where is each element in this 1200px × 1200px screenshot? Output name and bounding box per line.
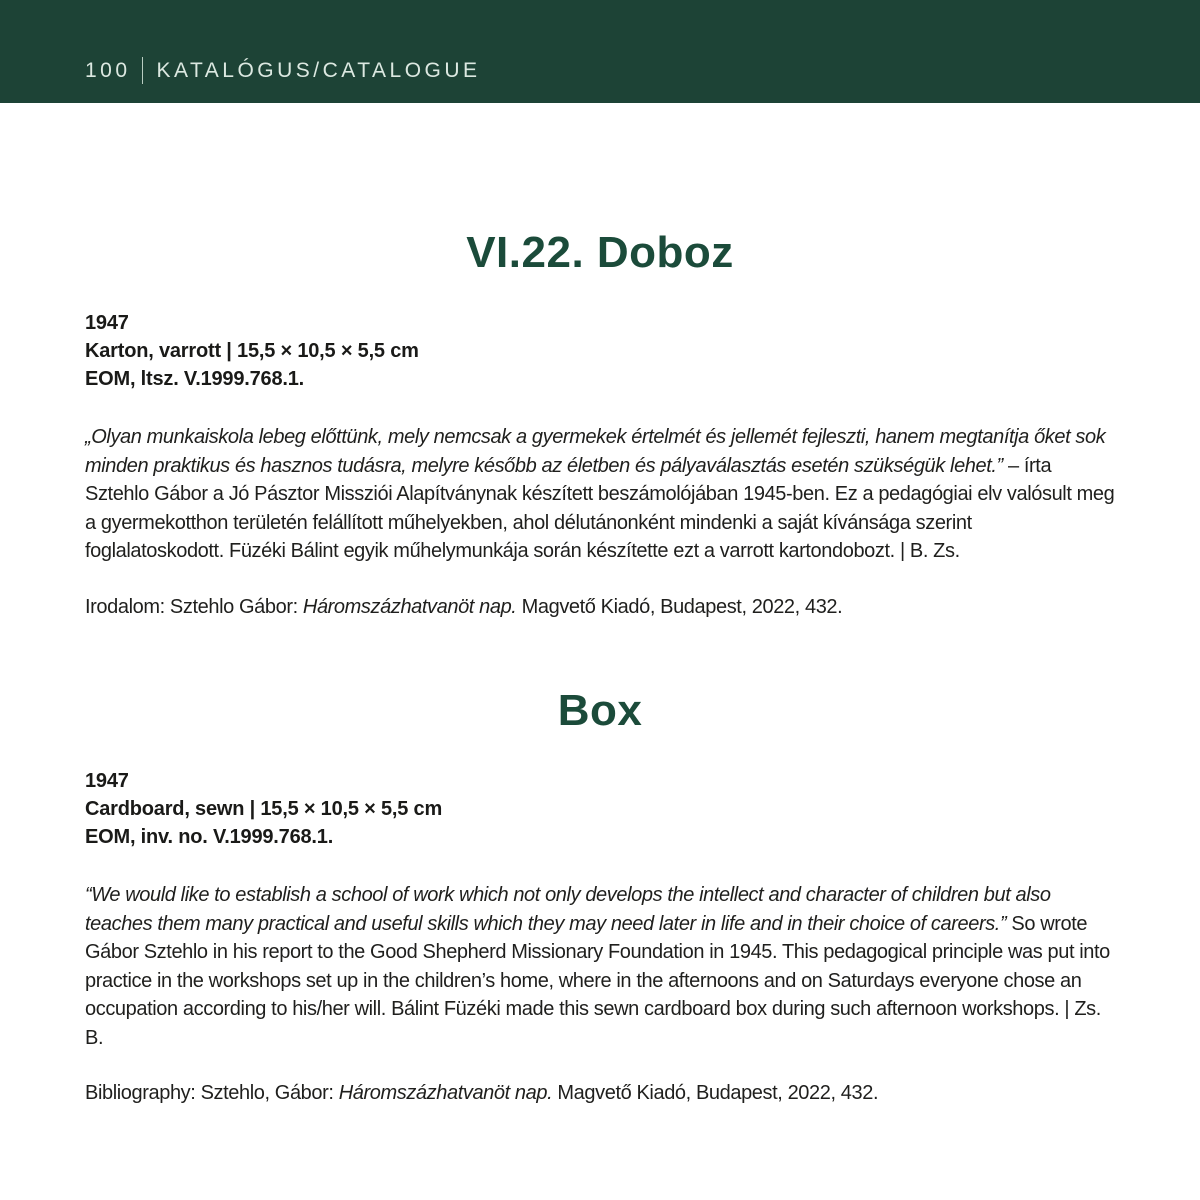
entry-title-hungarian: VI.22. Doboz xyxy=(466,228,734,277)
entry-paragraph-english xyxy=(85,881,1115,1052)
section-label: KATALÓGUS/CATALOGUE xyxy=(156,58,481,82)
work-title: Háromszázhatvanöt nap. xyxy=(302,595,517,618)
entry-medium: Karton, varrott | 15,5 × 10,5 × 5,5 cm xyxy=(85,340,419,363)
quote-text: „Olyan munkaiskola lebeg előttünk, mely nemcsak a gyermekek értelmét és jellemét fejleszti, hanem megtanítja őket sok minden praktikus és hasznos tudásra, melyre később az életben és pályaválasztás esetén szükségük lehet.” xyxy=(85,426,1106,477)
bibliography-english xyxy=(85,1082,1115,1105)
page-content xyxy=(0,229,1200,1105)
entry-paragraph-hungarian xyxy=(85,423,1115,566)
entry-meta-english xyxy=(85,767,1115,851)
entry-inventory: EOM, inv. no. V.1999.768.1. xyxy=(85,826,334,849)
entry-year: 1947 xyxy=(85,770,129,793)
bibliography-suffix: Magvető Kiadó, Budapest, 2022, 432. xyxy=(552,1082,879,1105)
header-divider xyxy=(142,57,143,84)
paragraph-text: So wrote Gábor Sztehlo in his report to the Good Shepherd Missionary Foundation in 1945. This pedagogical principle was put into practice in the workshops set up in the children’s home, where in the afternoons and on Saturdays everyone chose an occupation according to his/her will. Bálint Füzéki made this sewn cardboard box during such afternoon workshops. | Zs. B. xyxy=(85,912,1110,1049)
bibliography-hungarian xyxy=(85,596,1115,619)
header-text xyxy=(85,57,481,84)
entry-inventory: EOM, ltsz. V.1999.768.1. xyxy=(85,368,305,391)
page-number: 100 xyxy=(85,58,131,82)
bibliography-prefix: Irodalom: Sztehlo Gábor: xyxy=(85,595,303,618)
work-title: Háromszázhatvanöt nap. xyxy=(338,1082,553,1105)
page-header xyxy=(0,0,1200,103)
bibliography-prefix: Bibliography: Sztehlo, Gábor: xyxy=(85,1082,339,1105)
paragraph-text: – írta Sztehlo Gábor a Jó Pásztor Missziói Alapítványnak készített beszámolójában 1945-ben. Ez a pedagógiai elv valósult meg a gyermekotthon területén felállított műhelyekben, ahol délutánonként mindenki a saját kívánsága szerint foglalatoskodott. Füzéki Bálint egyik műhelymunkája során készítette ezt a varrott kartondobozt. | B. Zs. xyxy=(85,454,1115,563)
bibliography-suffix: Magvető Kiadó, Budapest, 2022, 432. xyxy=(516,595,843,618)
entry-title-english: Box xyxy=(557,685,643,735)
entry-medium: Cardboard, sewn | 15,5 × 10,5 × 5,5 cm xyxy=(85,798,443,821)
entry-meta-hungarian xyxy=(85,309,1115,393)
entry-year: 1947 xyxy=(85,312,129,335)
quote-text: “We would like to establish a school of work which not only develops the intellect and character of children but also teaches them many practical and useful skills which they may need later in life and in their choice of careers.” xyxy=(85,884,1051,935)
